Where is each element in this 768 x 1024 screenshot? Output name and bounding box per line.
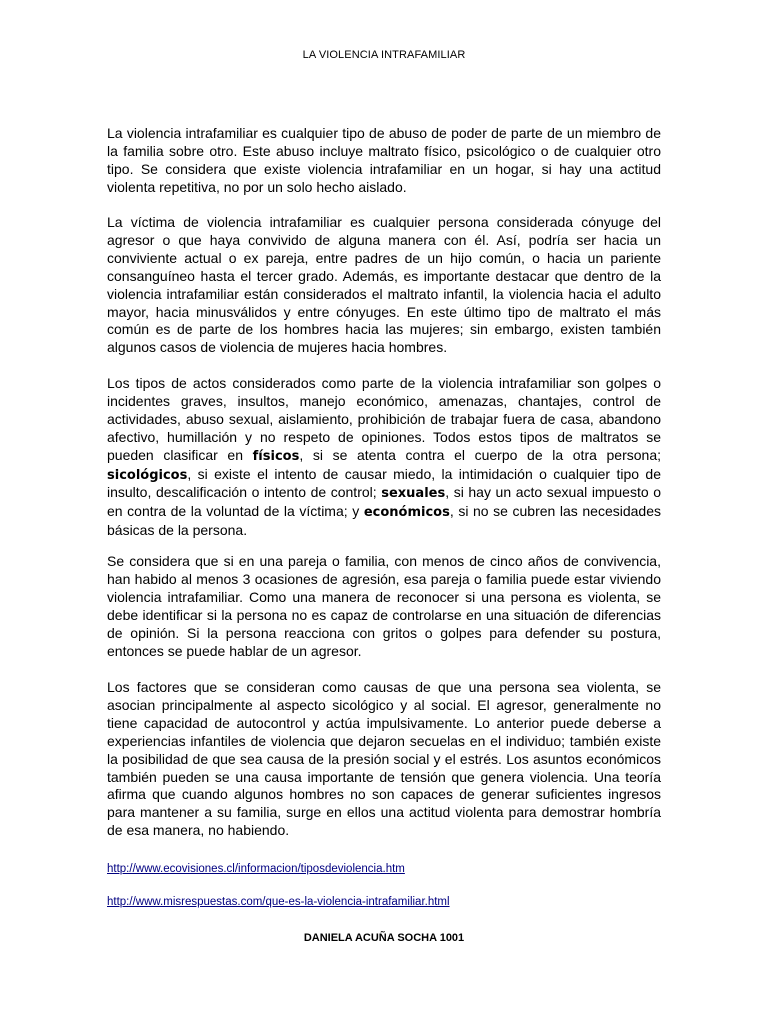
paragraph-definition: La violencia intrafamiliar es cualquier tipo de abuso de poder de parte de un miembro de la familia sobre otro. Este abuso incluye maltrato físico, psicológico o de cualquier otro tipo. Se considera que existe violencia intrafamiliar en un hogar, si hay una actitud violenta repetitiva, no por un solo hecho aislado.: [107, 125, 661, 195]
paragraph-causes: Los factores que se consideran como causas de que una persona sea violenta, se asocian principalmente al aspecto sicológico y al social. El agresor, generalmente no tiene capacidad de autocontrol y actúa impulsivamente. Lo anterior puede deberse a experiencias infantiles de violencia que dejaron secuelas en el individuo; también existe la posibilidad de que sea causa de la presión social y el estrés. Los asuntos económicos también pueden se una causa importante de tensión que genera violencia. Una teoría afirma que cuando algunos hombres no son capaces de generar suficientes ingresos para mantener a su familia, surge en ellos una actitud violenta para demostrar hombría de esa manera, no habiendo.: [107, 679, 661, 839]
source-link-ecovisiones[interactable]: http://www.ecovisiones.cl/informacion/tiposdeviolencia.htm: [107, 863, 405, 875]
types-economicos-text: , si no se cubren las necesidades básicas de la persona.: [107, 503, 662, 539]
types-fisicos-text: , si se atenta contra el cuerpo de la otra persona;: [299, 446, 662, 463]
term-economicos: económicos: [363, 505, 450, 521]
paragraph-victim: La víctima de violencia intrafamiliar es cualquier persona considerada cónyuge del agresor o que haya convivido de alguna manera con él. Así, podría ser hacia un conviviente actual o ex pareja, entre padres de un hijo común, o hacia un pariente consanguíneo hasta el tercer grado. Además, es importante destacar que dentro de la violencia intrafamiliar están considerados el maltrato infantil, la violencia hacia el adulto mayor, hacia minusválidos y entre cónyuges. En este último tipo de maltrato el más común es de parte de los hombres hacia las mujeres; sin embargo, existen también algunos casos de violencia de mujeres hacia hombres.: [107, 214, 661, 356]
types-sexuales-text: , si hay un acto sexual impuesto o en contra de la voluntad de la víctima; y: [107, 484, 661, 520]
document-title: LA VIOLENCIA INTRAFAMILIAR: [302, 49, 466, 61]
paragraph-recognition: Se considera que si en una pareja o familia, con menos de cinco años de convivencia, han habido al menos 3 ocasiones de agresión, esa pareja o familia puede estar viviendo violencia intrafamiliar. Como una manera de reconocer si una persona es violenta, se debe identificar si la persona no es capaz de controlarse en una situación de diferencias de opinión. Si la persona reacciona con gritos o golpes para defender su postura, entonces se puede hablar de un agresor.: [107, 553, 661, 659]
source-link-misrespuestas[interactable]: http://www.misrespuestas.com/que-es-la-violencia-intrafamiliar.html: [107, 896, 450, 908]
types-sicologicos-text: , si existe el intento de causar miedo, la intimidación o cualquier tipo de insulto, descalificación o intento de control;: [107, 465, 661, 501]
term-sicologicos: sicológicos: [107, 467, 188, 483]
paragraph-types: [107, 375, 661, 540]
types-intro-text: Los tipos de actos considerados como parte de la violencia intrafamiliar son golpes o incidentes graves, insultos, manejo económico, amenazas, chantajes, control de actividades, abuso sexual, aislamiento, prohibición de trabajar fuera de casa, abandono afectivo, humillación y no respeto de opiniones. Todos estos tipos de maltratos se pueden clasificar en: [107, 375, 661, 463]
term-sexuales: sexuales: [381, 486, 446, 502]
term-fisicos: físicos: [252, 448, 300, 464]
author-signature: DANIELA ACUÑA SOCHA 1001: [303, 932, 465, 944]
